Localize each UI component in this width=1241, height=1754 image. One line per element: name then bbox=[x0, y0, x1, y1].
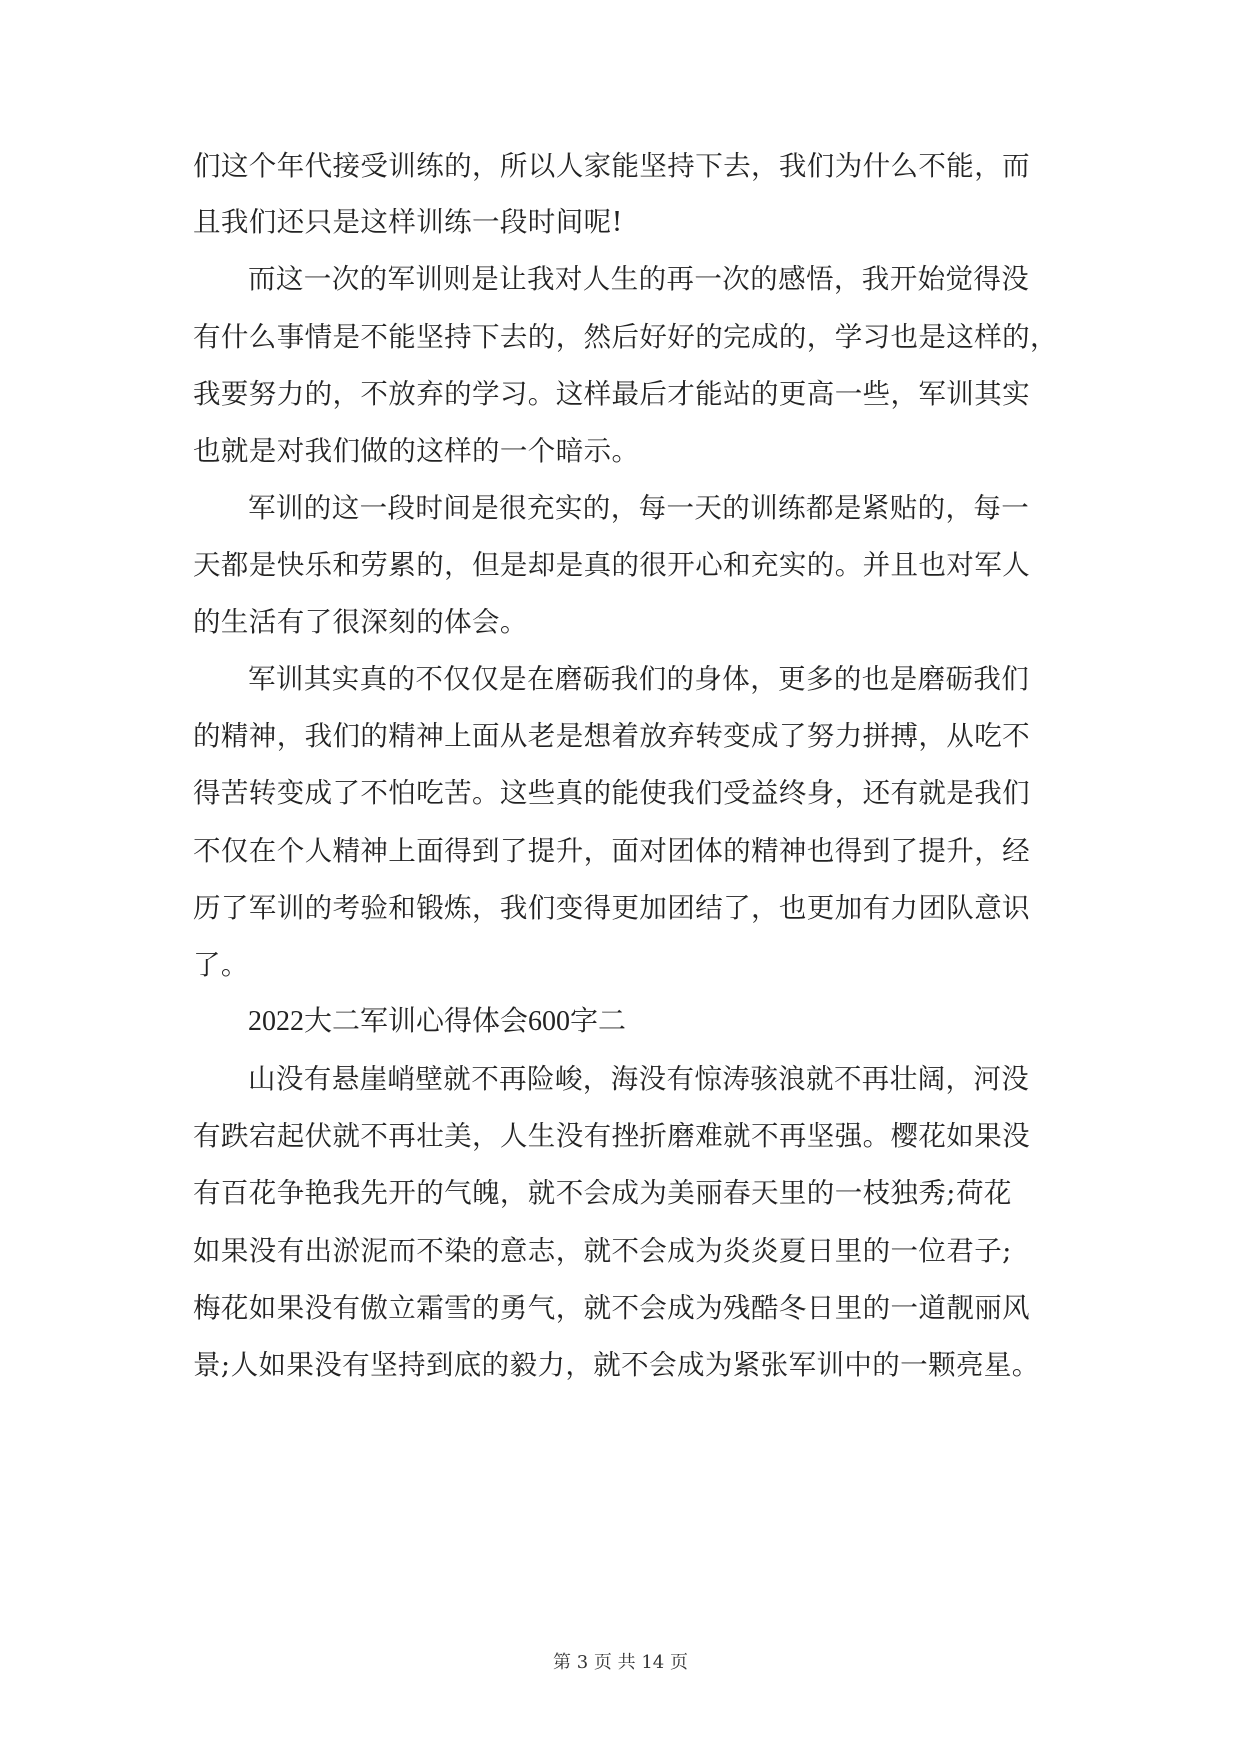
paragraph-first-line: 军训其实真的不仅仅是在磨砺我们的身体，更多的也是磨砺我们 bbox=[248, 663, 1030, 695]
body-text-line: 们这个年代接受训练的，所以人家能坚持下去，我们为什么不能，而 bbox=[193, 150, 1030, 182]
body-text-line: 的精神，我们的精神上面从老是想着放弃转变成了努力拼搏，从吃不 bbox=[193, 720, 1030, 752]
body-text-line: 的生活有了很深刻的体会。 bbox=[193, 606, 528, 638]
body-text-line: 如果没有出淤泥而不染的意志，就不会成为炎炎夏日里的一位君子; bbox=[193, 1235, 1012, 1267]
body-text-line: 且我们还只是这样训练一段时间呢! bbox=[193, 206, 623, 238]
body-text-line: 也就是对我们做的这样的一个暗示。 bbox=[193, 435, 640, 467]
body-text-line: 有什么事情是不能坚持下去的，然后好好的完成的，学习也是这样的， bbox=[193, 321, 1058, 353]
body-text-line: 有百花争艳我先开的气魄，就不会成为美丽春天里的一枝独秀;荷花 bbox=[193, 1177, 1012, 1209]
body-text-line: 有跌宕起伏就不再壮美，人生没有挫折磨难就不再坚强。樱花如果没 bbox=[193, 1120, 1030, 1152]
body-text-line: 我要努力的，不放弃的学习。这样最后才能站的更高一些，军训其实 bbox=[193, 378, 1030, 410]
body-text-line: 景;人如果没有坚持到底的毅力，就不会成为紧张军训中的一颗亮星。 bbox=[193, 1349, 1040, 1381]
body-text-line: 天都是快乐和劳累的，但是却是真的很开心和充实的。并且也对军人 bbox=[193, 549, 1030, 581]
paragraph-first-line: 山没有悬崖峭壁就不再险峻，海没有惊涛骇浪就不再壮阔，河没 bbox=[248, 1063, 1030, 1095]
paragraph-first-line: 军训的这一段时间是很充实的，每一天的训练都是紧贴的，每一 bbox=[248, 492, 1030, 524]
body-text-line: 历了军训的考验和锻炼，我们变得更加团结了，也更加有力团队意识 bbox=[193, 892, 1030, 924]
section-heading: 2022大二军训心得体会600字二 bbox=[248, 1006, 627, 1037]
body-text-line: 梅花如果没有傲立霜雪的勇气，就不会成为残酷冬日里的一道靓丽风 bbox=[193, 1292, 1030, 1324]
body-text-line: 不仅在个人精神上面得到了提升，面对团体的精神也得到了提升，经 bbox=[193, 835, 1030, 867]
body-text-line: 得苦转变成了不怕吃苦。这些真的能使我们受益终身，还有就是我们 bbox=[193, 777, 1030, 809]
body-text-line: 了。 bbox=[193, 949, 249, 981]
paragraph-first-line: 而这一次的军训则是让我对人生的再一次的感悟，我开始觉得没 bbox=[248, 263, 1030, 295]
page-number-footer: 第 3 页 共 14 页 bbox=[553, 1652, 688, 1673]
